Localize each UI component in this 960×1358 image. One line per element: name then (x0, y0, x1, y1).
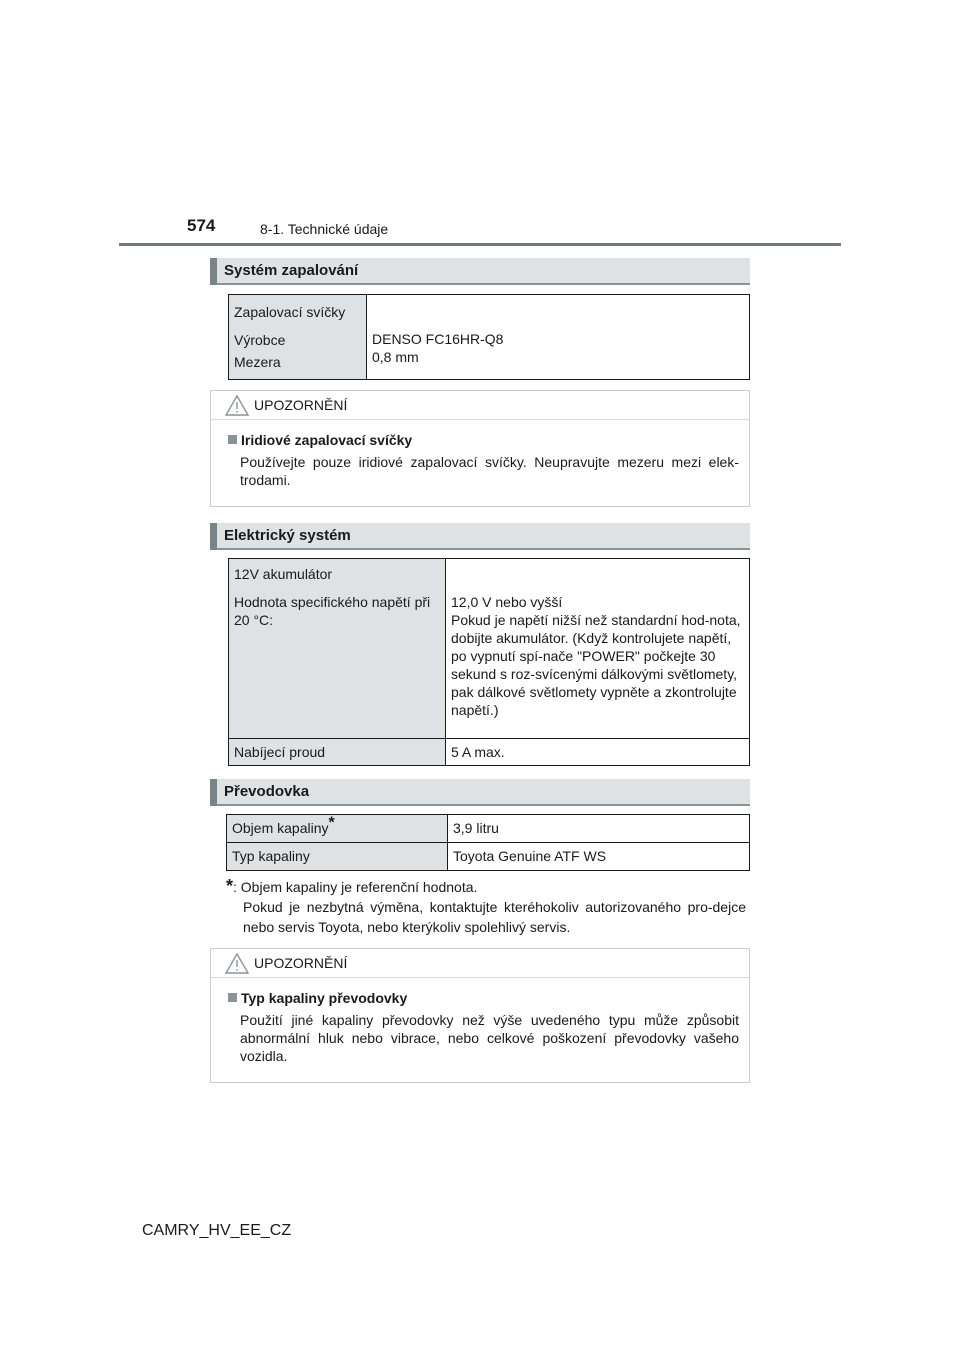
voltage-label: Hodnota specifického napětí při 20 °C: (234, 594, 431, 628)
warning-box-transmission-fluid (210, 948, 750, 1083)
ignition-labels-cell (229, 295, 367, 380)
voltage-note: Pokud je napětí nižší než standardní hod-nota, dobijte akumulátor. (Když kontrolujete napětí, po vypnutí spí-nače "POWER" počkejte 30 sekund s roz-svícenými dálkovými světlomety, pak dálkové světlomety vypněte a zkontrolujte napětí.) (451, 612, 741, 718)
warning-box-spark-plugs (210, 390, 750, 507)
footnote (226, 876, 746, 937)
footnote-line1: : Objem kapaliny je referenční hodnota. (233, 879, 478, 895)
warning-title: UPOZORNĚNÍ (254, 397, 348, 413)
section-transmission-header (210, 779, 750, 806)
manufacturer-value: DENSO FC16HR-Q8 (372, 331, 504, 347)
document-id: CAMRY_HV_EE_CZ (142, 1222, 292, 1239)
charging-current-label-cell (229, 739, 446, 766)
section-bar (210, 258, 217, 285)
warning-triangle-icon (225, 953, 249, 974)
header-rule (119, 243, 841, 246)
warning-title: UPOZORNĚNÍ (254, 955, 348, 971)
footnote-mark: * (226, 876, 234, 896)
section-bar (210, 523, 217, 550)
fluid-type-label: Typ kapaliny (232, 848, 310, 864)
charging-current-label: Nabíjecí proud (234, 744, 326, 760)
warning-heading: Iridiové zapalovací svíčky (241, 432, 413, 448)
ignition-values-cell (367, 295, 750, 380)
battery-labels-cell (229, 559, 446, 739)
section-electrical-header (210, 523, 750, 550)
transmission-table (226, 814, 750, 871)
fluid-type-value: Toyota Genuine ATF WS (453, 848, 607, 864)
capacity-value: 3,9 litru (453, 820, 499, 836)
section-title: Systém zapalování (224, 262, 359, 279)
capacity-label-cell (227, 815, 448, 843)
bullet-square-icon (228, 435, 237, 444)
gap-value: 0,8 mm (372, 349, 419, 365)
battery-label: 12V akumulátor (234, 566, 333, 582)
capacity-label: Objem kapaliny (232, 820, 329, 836)
bullet-square-icon (228, 993, 237, 1002)
warning-text: Používejte pouze iridiové zapalovací svíčky. Neupravujte mezeru mezi elek-trodami. (240, 454, 739, 488)
spark-plugs-label: Zapalovací svíčky (234, 304, 346, 320)
gap-label: Mezera (234, 354, 281, 370)
capacity-value-cell (448, 815, 750, 843)
warning-heading: Typ kapaliny převodovky (241, 990, 408, 1006)
electrical-table (228, 558, 750, 766)
battery-values-cell (446, 559, 750, 739)
fluid-type-value-cell (448, 843, 750, 871)
charging-current-value-cell (446, 739, 750, 766)
charging-current-value: 5 A max. (451, 744, 505, 760)
warning-text: Použití jiné kapaliny převodovky než výše uvedeného typu může způsobit abnormální hluk nebo vibrace, nebo celkové poškození převodovky vašeho vozidla. (240, 1012, 739, 1064)
manufacturer-label: Výrobce (234, 332, 286, 348)
warning-triangle-icon (225, 395, 249, 416)
section-title: Převodovka (224, 783, 310, 800)
footnote-line2: Pokud je nezbytná výměna, kontaktujte kteréhokoliv autorizovaného pro-dejce nebo servis Toyota, nebo kterýkoliv spolehlivý servis. (243, 899, 746, 935)
footnote-asterisk: * (328, 814, 335, 832)
section-bar (210, 779, 217, 806)
page-number: 574 (187, 216, 216, 235)
chapter-title: 8-1. Technické údaje (260, 221, 389, 237)
section-title: Elektrický systém (224, 527, 351, 544)
voltage-value: 12,0 V nebo vyšší (451, 594, 563, 610)
section-ignition-header (210, 258, 750, 285)
fluid-type-label-cell (227, 843, 448, 871)
ignition-table (228, 294, 750, 380)
